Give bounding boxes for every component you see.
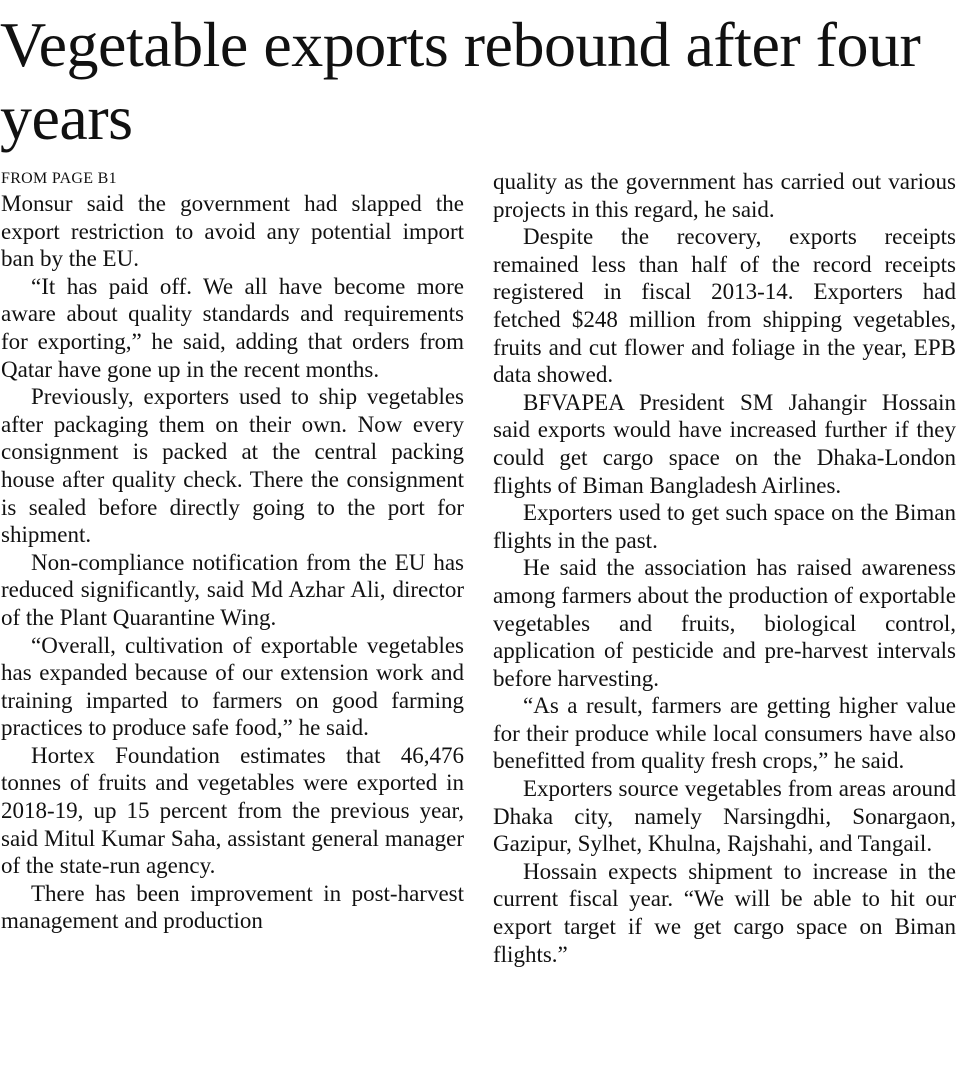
paragraph: Monsur said the government had slapped the export restriction to avoid any potential import ban by the EU. — [1, 191, 464, 272]
left-column — [1, 168, 464, 935]
paragraph: Hossain expects shipment to increase in the current fiscal year. “We will be able to hit our export target if we get cargo space on Biman flights.” — [493, 858, 956, 967]
paragraph: quality as the government has carried out various projects in this regard, he said. — [493, 169, 956, 222]
jump-label: FROM PAGE B1 — [1, 170, 117, 187]
paragraph: Hortex Foundation estimates that 46,476 tonnes of fruits and vegetables were exported in 2018-19, up 15 percent from the previous year, said Mitul Kumar Saha, assistant general manager of the state-run agency. — [1, 742, 464, 879]
paragraph: Non-compliance notification from the EU has reduced significantly, said Md Azhar Ali, director of the Plant Quarantine Wing. — [1, 549, 464, 630]
paragraph: There has been improvement in post-harvest management and production — [1, 880, 464, 934]
paragraph: “It has paid off. We all have become more aware about quality standards and requirements for exporting,” he said, adding that orders from Qatar have gone up in the recent months. — [1, 273, 464, 382]
paragraph: He said the association has raised awareness among farmers about the production of exportable vegetables and fruits, biological control, application of pesticide and pre-harvest intervals before harvesting. — [493, 555, 956, 691]
paragraph: BFVAPEA President SM Jahangir Hossain said exports would have increased further if they could get cargo space on the Dhaka-London flights of Biman Bangladesh Airlines. — [493, 389, 956, 498]
paragraph: “As a result, farmers are getting higher value for their produce while local consumers have also benefitted from quality fresh crops,” he said. — [493, 693, 956, 774]
paragraph: “Overall, cultivation of exportable vegetables has expanded because of our extension work and training imparted to farmers on good farming practices to produce safe food,” he said. — [1, 632, 464, 741]
paragraph: Despite the recovery, exports receipts remained less than half of the record receipts registered in fiscal 2013-14. Exporters had fetched $248 million from shipping vegetables, fruits and cut flower and foliage in the year, EPB data showed. — [493, 224, 956, 388]
paragraph: Exporters used to get such space on the Biman flights in the past. — [493, 500, 956, 553]
right-column — [493, 168, 956, 968]
paragraph: Exporters source vegetables from areas around Dhaka city, namely Narsingdhi, Sonargaon, Gazipur, Sylhet, Khulna, Rajshahi, and Tangail. — [493, 776, 956, 857]
headline: Vegetable exports rebound after four years — [0, 9, 921, 153]
paragraph: Previously, exporters used to ship vegetables after packaging them on their own. Now every consignment is packed at the central packing house after quality check. There the consignment is sealed before directly going to the port for shipment. — [1, 384, 464, 548]
